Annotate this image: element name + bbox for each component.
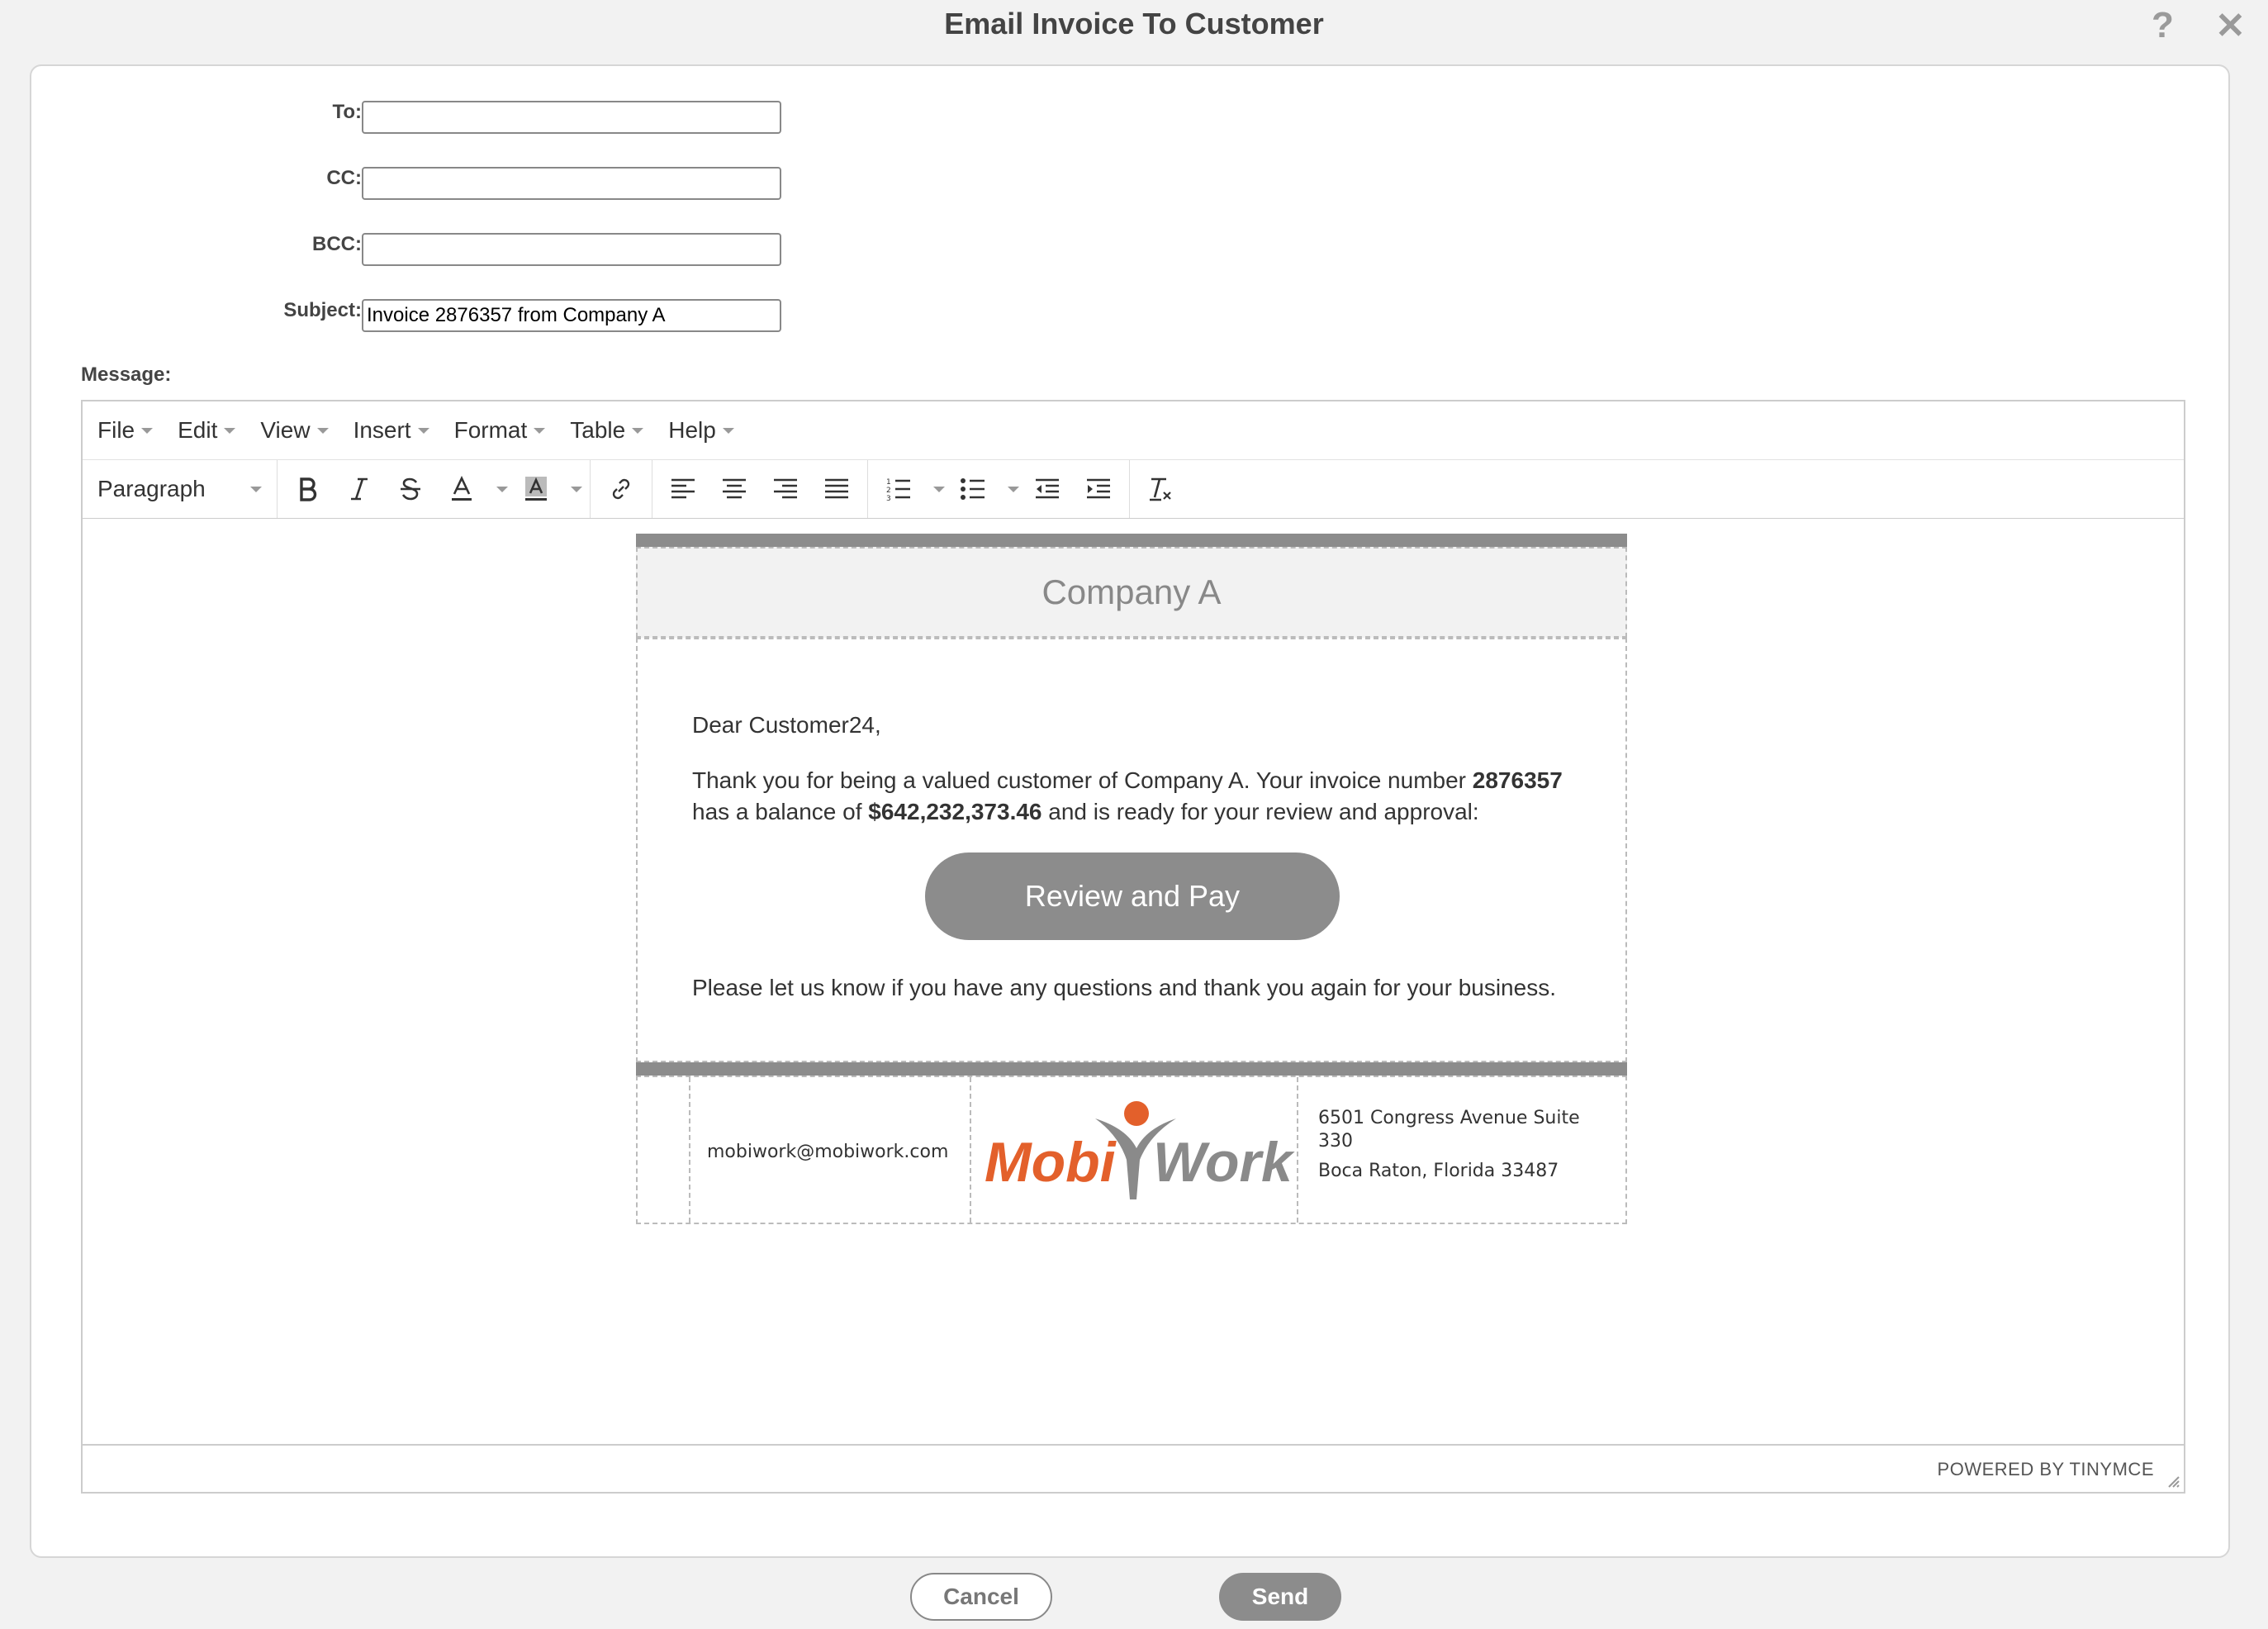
numbered-list-icon[interactable] — [873, 466, 924, 512]
email-closing: Please let us know if you have any questions and thank you again for your business. — [692, 975, 1556, 1000]
footer-logo-cell — [971, 1077, 1298, 1223]
address-line-1: 6501 Congress Avenue Suite 330 — [1318, 1108, 1580, 1152]
address-line-2: Boca Raton, Florida 33487 — [1318, 1161, 1559, 1181]
toolbar-group-align — [652, 460, 868, 518]
chevron-down-icon — [723, 428, 734, 434]
svg-text:2: 2 — [886, 487, 891, 495]
email-separator-bar — [636, 1062, 1627, 1076]
menu-view-label: View — [260, 417, 311, 443]
dialog-title: Email Invoice To Customer — [944, 7, 1324, 40]
numbered-list-dropdown[interactable] — [924, 466, 947, 512]
cancel-button[interactable]: Cancel — [910, 1573, 1052, 1621]
editor-content-area[interactable] — [83, 519, 2184, 1444]
chevron-down-icon — [250, 487, 262, 492]
bullet-list-icon[interactable] — [947, 466, 999, 512]
to-label: To: — [332, 101, 362, 123]
bullet-list-dropdown[interactable] — [999, 466, 1022, 512]
footer-email: mobiwork@mobiwork.com — [707, 1142, 949, 1162]
block-format-select[interactable] — [83, 460, 278, 518]
logo-text-mobi: Mobi — [985, 1131, 1116, 1194]
block-format-value: Paragraph — [97, 476, 206, 501]
menu-format-label: Format — [453, 417, 528, 443]
cc-label: CC: — [326, 167, 362, 189]
text-color-icon[interactable] — [436, 466, 487, 512]
italic-icon[interactable] — [334, 466, 385, 512]
chevron-down-icon — [141, 428, 153, 434]
background-color-icon[interactable] — [510, 466, 562, 512]
menu-table-label: Table — [570, 417, 626, 443]
link-icon[interactable] — [595, 466, 647, 512]
menu-view[interactable] — [260, 417, 328, 444]
chevron-down-icon — [534, 428, 545, 434]
message-text-3: and is ready for your review and approval: — [1041, 799, 1479, 824]
editor-menubar — [83, 401, 2184, 460]
background-color-dropdown[interactable] — [562, 466, 585, 512]
editor-statusbar — [83, 1444, 2184, 1492]
menu-edit-label: Edit — [178, 417, 218, 443]
subject-field[interactable] — [362, 299, 781, 332]
to-field[interactable] — [362, 101, 781, 134]
email-message — [692, 765, 1592, 828]
footer-address — [1318, 1107, 1607, 1190]
chevron-down-icon — [224, 428, 235, 434]
chevron-down-icon — [571, 487, 582, 492]
align-left-icon[interactable] — [657, 466, 709, 512]
bold-icon[interactable] — [282, 466, 334, 512]
resize-handle-icon[interactable] — [2166, 1474, 2180, 1489]
bcc-label: BCC: — [312, 233, 362, 255]
email-body — [636, 638, 1627, 1062]
invoice-number: 2876357 — [1472, 767, 1563, 793]
menu-help[interactable] — [668, 417, 734, 444]
chevron-down-icon — [933, 487, 945, 492]
email-footer — [636, 1076, 1627, 1224]
chevron-down-icon — [317, 428, 329, 434]
email-greeting: Dear Customer24, — [692, 712, 881, 738]
align-center-icon[interactable] — [709, 466, 760, 512]
toolbar-group-lists — [868, 460, 1130, 518]
cc-field[interactable] — [362, 167, 781, 200]
message-text-1: Thank you for being a valued customer of Company A. Your invoice number — [692, 767, 1473, 793]
bcc-field[interactable] — [362, 233, 781, 266]
menu-edit[interactable] — [178, 417, 235, 444]
toolbar-group-text — [278, 460, 591, 518]
toolbar-group-clear — [1130, 460, 1191, 518]
help-icon[interactable]: ? — [2152, 5, 2174, 45]
outdent-icon[interactable] — [1022, 466, 1073, 512]
message-text-2: has a balance of — [692, 799, 869, 824]
message-label: Message: — [81, 363, 172, 386]
email-top-bar — [636, 534, 1627, 547]
powered-by-tinymce-link[interactable]: POWERED BY TINYMCE — [1937, 1459, 2154, 1479]
chevron-down-icon — [1008, 487, 1019, 492]
indent-icon[interactable] — [1073, 466, 1124, 512]
menu-file[interactable] — [97, 417, 153, 444]
svg-text:3: 3 — [886, 495, 891, 501]
align-right-icon[interactable] — [760, 466, 811, 512]
align-justify-icon[interactable] — [811, 466, 862, 512]
close-icon[interactable]: ✕ — [2215, 6, 2246, 46]
logo-text-work: Work — [1153, 1131, 1293, 1194]
footer-address-cell — [1298, 1077, 1625, 1223]
chevron-down-icon — [496, 487, 508, 492]
dialog-panel — [30, 64, 2230, 1558]
strikethrough-icon[interactable] — [385, 466, 436, 512]
menu-file-label: File — [97, 417, 135, 443]
clear-formatting-icon[interactable] — [1135, 466, 1186, 512]
footer-email-cell — [690, 1077, 971, 1223]
menu-insert[interactable] — [353, 417, 429, 444]
menu-format[interactable] — [454, 417, 546, 444]
menu-table[interactable] — [570, 417, 643, 444]
send-button[interactable]: Send — [1219, 1573, 1341, 1621]
chevron-down-icon — [632, 428, 643, 434]
subject-label: Subject: — [283, 299, 362, 321]
editor-toolbar — [83, 460, 2184, 520]
footer-spacer-cell — [638, 1077, 690, 1223]
toolbar-group-link — [591, 460, 652, 518]
rich-text-editor — [81, 400, 2185, 1494]
menu-insert-label: Insert — [353, 417, 411, 443]
svg-text:1: 1 — [886, 478, 891, 487]
review-and-pay-button[interactable]: Review and Pay — [925, 852, 1340, 940]
email-template — [636, 534, 1627, 1236]
company-name-header: Company A — [636, 547, 1627, 638]
invoice-balance: $642,232,373.46 — [868, 799, 1042, 824]
text-color-dropdown[interactable] — [487, 466, 510, 512]
mobiwork-logo — [971, 1077, 1295, 1223]
dialog-title-bar — [0, 0, 2268, 50]
chevron-down-icon — [418, 428, 429, 434]
menu-help-label: Help — [668, 417, 716, 443]
